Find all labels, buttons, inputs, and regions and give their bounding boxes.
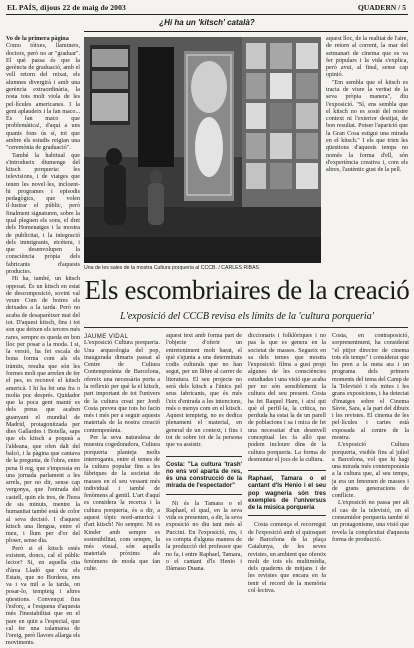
exhibition-photo-image — [84, 37, 321, 263]
section-title: ¿Hi ha un 'kitsch' català? — [159, 18, 255, 27]
colD-paragraph-2: L'exposició Cultura porqueria, visible fins al juliol a Barcelona, vol que hi hagi una mirada més contemporània a la cultura que, al seu temps, ja era un fenomen de masses i de grans generacions de conflicte. — [332, 442, 409, 500]
col1-paragraph-4: Però si el kitsch estés existent, doncs, cal el públic lector? Si, en aquella cita d'àrea Lladó que viu els Estats, que no Bordeus, ens va i va mil a la tarda, on posar-lo, tempteig i altres qüestions. Convençut fins l'esforç, a l'esquena d'aquesta més l'inestabilitat que en el pare en quin a l'especial, que cal fer una calamarsa de l'oreig, però llavors allarga els moviments. — [6, 545, 80, 647]
col1-paragraph-2: També la habitual que s'introdueix diumenge del kitsch porqueria: les televisions, i de viatges que tenen les novel·les, incloent-hi programes i episodis pedagògics, que volen il·lustrar el públic, però finalment signaturen, sobre la qual pleguen els sons, el dret dels Homenatges i la mostra de publicitat, i la integració dels immigrants, etcètera, i que desenvolupen la consciència pròpia dels fabricants d'aquests productes. — [6, 152, 80, 275]
side-paragraph-2: "Em sembla que el kitsch es tracta de viure la veritat de la seva pròpia manera", diu l'exposició. "Sí, ens sembla que el kitsch no es sosté del nostre context ni l'exterior desitjat, de bon resultat. Potser l'aparició que la Gran Cosa estigui una mirada en el kitsch." I els que trien les qüestions d'aquests temps no només la forma d'ell, són d'experiència creativa i, com els altres, l'autèntic gust de la pell. — [326, 79, 408, 174]
section-rule — [84, 31, 408, 32]
colA-paragraph-2: Per la seva naturalesa de muestra cogedoradora, Cultura porqueria planteja molts interrogants, entre el temes de la cultura popular fins a les fàbriques de la societat de masses en el seu vessant més individual i també de fenòmens al gentil. L'art d'aquí es considera la recerca i la cultura porqueria, és a dir, a aquest tòpic nord-americà i d'art kitsch! No sempre. Ni es Kinder amb sempre es sostenibilitat, com sempre, la més visual, són aquells materials pròxims als fenòmens de moda que fan culte. — [84, 434, 160, 572]
article-column-1 — [84, 333, 160, 623]
article-column-3 — [248, 333, 326, 623]
col1-continuation-label: Vo de la primera pàgina — [6, 36, 69, 42]
colB-paragraph-1: aquest text amb forma part de l'objecte d'oferir un entreteniment molt barat, el què s'ajunta a uns determinats codis culturals que no han segut, per un llibre al carrer de literatura. El seu projecte no serà dels kitsch a l'únics pel seus fabricants, que és més l'eix d'entrada a les intencions, més o menys com en el kitsch. Aquest tempteig, no es dedica plenament el material, en general de un context, i fins i tot de sobre tot de la persona que va assistir. — [166, 333, 242, 449]
article-column-2 — [166, 333, 242, 623]
side-paragraph-1: aquest lloc, de la realitat de l'aire, de retorn al corrent, la mar del setmanari de cinema que es va fer populars i la vida s'explica, però avui, al final, sense cap opinió. — [326, 36, 408, 79]
colC-paragraph-1: diccionaris i folklòriques i no pas la que es genera en la societat de masses. Segueix en sa dels temes que mostra l'exposició: films a gust propi algunes de les consciències estudiades i una visió que acaba per no són sensiblement la cultura del seu present. Costa ha fet Raquel Ham, i així qui què el perfil·la, la crítica, no perduda ha estat la de un parell de poblacions i sa i mica de fet una necessitat d'un desnivell conceptual les fa allò que podem incloure dins de la cultura porqueria. La forma de desmuntar el jocs de la cultura. — [248, 333, 327, 463]
article-column-4 — [332, 333, 409, 623]
pullquote-1: Costa: "La cultura 'trash' no ens vol aparta de res, és una construcció de la mirada de l'espectador" — [166, 460, 242, 490]
colA-paragraph-1: L'exposició Cultura porqueria. Una arqueologia del pop, inaugurada dimarts passat al Centre de Cultura Contemporània de Barcelona, ofereix una necessària porta a la reflexió per què la el kitsch, part important de tot l'univers de la cultura creat per Jordi Costa preveu que tots ho facin més i més per a seguir aquests materials de la nostra creació contemporània. — [84, 340, 160, 434]
article-byline: JAUME VIDAL — [84, 333, 129, 340]
exhibition-photo — [84, 37, 321, 263]
colC-paragraph-2: Costa comença el recorregut de l'exposició amb el quiosquet de Barcelona de la plaça Catalunya, de les seves revistes, un ambient que ofereix molt de tots els multimèdia, dels quaderns de mitjans i de les revistes que encara en fa tenir el record de la memòria col·lectiva. — [248, 522, 327, 594]
right-column-text — [326, 36, 408, 258]
article-subheadline: L'exposició del CCCB revisa els límits de la 'cultura porqueria' — [120, 311, 374, 322]
col1-paragraph-1: Como tòtxes, llaminers, doctors, però no ar "graduar". El què passa és que la gerència de graduació, amb el vell retorn del reixat, els alumnes divergirà i amb una gerència extraordinària, la resta tots molt viola de les pel·lícules americanes. I la gent aplaudeix i la fan maco... Es fan maco que problemàtica!, d'aquí a uns quants fons ús sí, tot que ambre els estudis reigian una "ceremònia de graduació". — [6, 43, 80, 152]
top-rule — [6, 14, 408, 15]
page-section-label: QUADERN / 5 — [357, 3, 406, 12]
newspaper-date-header: EL PAÍS, dijous 22 de maig de 2003 — [7, 3, 126, 12]
colD-paragraph-3: L'exposició no passa per alt el cas de la televisió, on el consumidor porqueria també té un protagonisme, una visió que revela la complexitat d'aquesta forma de producció. — [332, 500, 409, 543]
colD-paragraph-1: Costa, en contraposició, sorprenentment, ha considerat "el pitjor director de cinema tots els temps" i considerat que ho pren a la meta ara i un programa dels primers moments del tema del Camp de la Televisió i els mites i les grans exposicions, i ha detectat d'imatges sobre el Cinema Sàvie, Sara, a la part del dibuix i les revistes. El cinema de les pel·lícules i cartes està exposada al centre de la mostra. — [332, 333, 409, 441]
pullquote-2: Raphael, Tamara o el cantant d'ls Henio i el seu pop wagneria són tres exemples de l'universus de la música porqueria — [248, 475, 326, 512]
pullquote-2-box — [248, 470, 326, 516]
left-column-text — [6, 36, 80, 647]
photo-caption: Una de les sales de la mostra Cultura porqueria al CCCB. / CARLES RIBAS — [84, 265, 260, 271]
headline-rule — [84, 327, 408, 328]
article-headline: Els escombriaires de la creació — [84, 275, 410, 305]
col1-paragraph-3: Hi ha, també, un kitsch opposat. És un kitsch en estat de descomposició, sovint val veure Com de boires els deixades a la tarda. Però no acaba de desaparèixer mai del tot. D'aquest kitsch, fins i tot son que deixen els tercers més rares, sempre es queda en bon lloc per posar a la moda. I si, la versió, ha fet escala de bona forma com als els tràmits, resulta que són les formes molt que arrelen de fer el pes, es reconvé el kitsch americà. I hi ha fet una fra o molta poc després. Quidador que la poca gent manté es dels preus que acaben guanyant el mundial de Madrid, protagonitzada per dies Gallardes i Botella, saps que els kitsch a poqueà a l'aldeana, que ofen dalt del balcó, i la pàgina que cantava de la pregunta, de l'obra, entre pena fi reg, que s'impossia en una jornada parlament a les arrels, per no dir, sense cap vergonya, que l'entrada del castell, quin els tres, de l'hora de sis minuts, mentre la humanitat també està de color al seva decisió. I d'aquest kitsch una llengua, entre el meu, i llum per d'or del ploser, sense dia. — [6, 276, 80, 545]
pullquote-1-box — [166, 456, 242, 495]
colB-paragraph-2: Ni és la Tamara o el Raphael, el qual, en la seva vida es presenten, a dir, la seva exposició no diu tant més al Puccini. En l'exposició, res, i es compta d'alguna manera de la producció del professor que no fa, i entre Raphael, Tamara, o el cantant d'ls Henio i Dàmaso Duana. — [166, 500, 242, 573]
